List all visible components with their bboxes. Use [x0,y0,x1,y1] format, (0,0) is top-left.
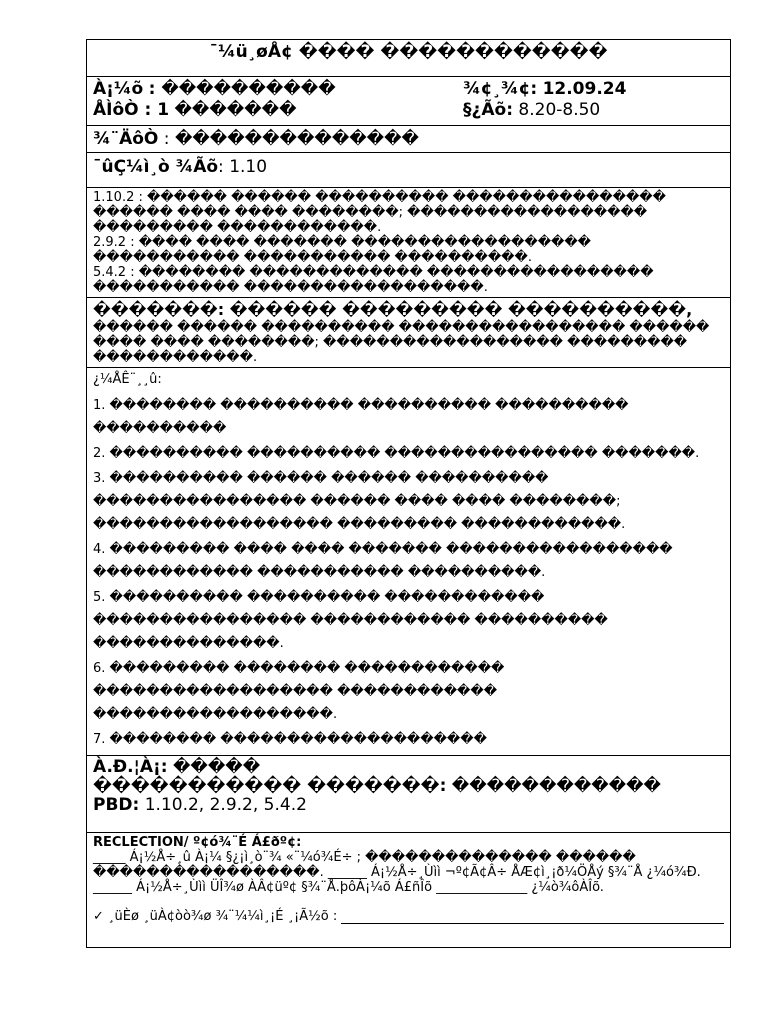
standard-item: 2.9.2 : ���� ���� ������� ������������������ ����������� ����������� ����������. [93,235,592,265]
topic-value: 1.10 [229,157,268,177]
date-label: ¾¢¸¾¢: [463,79,538,99]
subject-cell: ¾¨ÄôÒ : �������������� [87,126,731,153]
reflection-blank: ______________ [436,880,528,895]
lesson-plan-table [86,39,731,948]
materials-cell [87,756,731,833]
date-value: 12.09.24 [542,79,627,99]
activity-item: 7. �������� �������������������� [93,732,487,747]
standards-cell [87,188,731,298]
document-title: ¯¼ü¸øÅ¢ ���� ������������ [87,40,731,77]
activities-heading: ¿¼ÅÊ¨¸¸û: [93,372,162,387]
reflection-blank: ______ [327,865,367,880]
meta-cell: À¡¼õ : ���������� ¾¢¸¾¢: 12.09.24 ÅÌôÒ : 1 ������� §¿Ãõ: 8.20-8.50 [87,77,731,126]
activity-item: 6. ��������� �������� ������������ ������������������ ������������ ������������������. [93,661,505,722]
objective-text: ������ ������ ���������� ����������������� ������ ���� ���� ��������; ������������������ ��������� ������������. [93,320,710,365]
class-label: À¡¼õ [93,79,144,99]
reflection-line: Á¡½Å÷¸û À¡¼ §¿¡ì¸ò¨¾ «¨¼ó¾É÷ ; �������������� ������ �����������������. [93,850,636,880]
value-label: ����������� �������: [93,776,447,796]
subject-label: ¾¨ÄôÒ [93,129,159,149]
pbd-label: PBD: [93,795,140,815]
value-value: ������������ [451,776,661,796]
activity-item: 1. �������� ���������� ���������� ���������� ���������� [93,398,629,436]
subject-value: �������������� [174,129,419,149]
objective-cell [87,298,731,368]
reflection-blank: ______ [93,880,132,895]
activities-cell [87,368,731,756]
reflection-line: Á¡½Å÷¸Ùìì ¬º¢Ã¢Â÷ ÅÆ¢ì¸¡ð¼ÖÅý §¾¨Å ¿¼ó¾Ð. [371,865,701,880]
reflection-line: Á¡½Å÷¸Ùìì ÜÎ¾ø ÀÂ¢üº¢ §¾¨Å.þôÀ¡¼õ Á£ñÎõ [136,880,433,895]
reflection-line: ¿¼ò¾ôÀÎõ. [531,880,604,895]
activity-item: 4. ��������� ���� ���� ������� ����������������� ������������ ����������� ����������. [93,542,673,580]
check-icon: ✓ [93,909,104,924]
reflection-blank: _____ [93,850,126,865]
standard-item: 5.4.2 : �������� ������������� ����������������� ����������� ������������������. [93,265,654,295]
activity-item: 5. ���������� ���������� ������������ ���������������� ������������ ���������� ��������������. [93,590,608,651]
topic-cell: ¯ûÇ¼ì¸ò ¾Ãõ: 1.10 [87,153,731,188]
reason-blank-line [341,910,724,924]
time-label: §¿Ãõ: [463,100,513,120]
standard-item: 1.10.2 : ������ ������ ���������� ���������������� ������ ���� ���� ��������; ������������������ ��������� ������������. [93,190,666,235]
reflection-cell [87,833,731,948]
check-label: ¸üÈø ¸üÀ¢òò¾ø ¾¨¼¼ì¸¡É ¸¡Ã½õ : [108,909,338,924]
activity-item: 3. ���������� ������ ������ ���������� ���������������� ������ ���� ���� ��������; ������������������ ��������� ������������. [93,471,626,532]
topic-label: ¯ûÇ¼ì¸ò ¾Ãõ [93,157,219,177]
bbm-value: ����� [172,757,261,777]
pbd-value: 1.10.2, 2.9.2, 5.4.2 [144,795,307,815]
bbm-label: À.Ð.¦À¡: [93,757,168,777]
activity-item: 2. ���������� ���������� ���������������� �������. [93,446,700,461]
class-value: ���������� [161,79,336,99]
period-label: ÅÌôÒ : 1 [93,100,170,120]
period-value: ������� [174,100,297,120]
reflection-title: RECLECTION/ º¢ó¾¨É Á£ðº¢: [93,835,302,850]
objective-title: �������: ������ ��������� ����������, [93,300,693,319]
time-value: 8.20-8.50 [518,100,601,120]
